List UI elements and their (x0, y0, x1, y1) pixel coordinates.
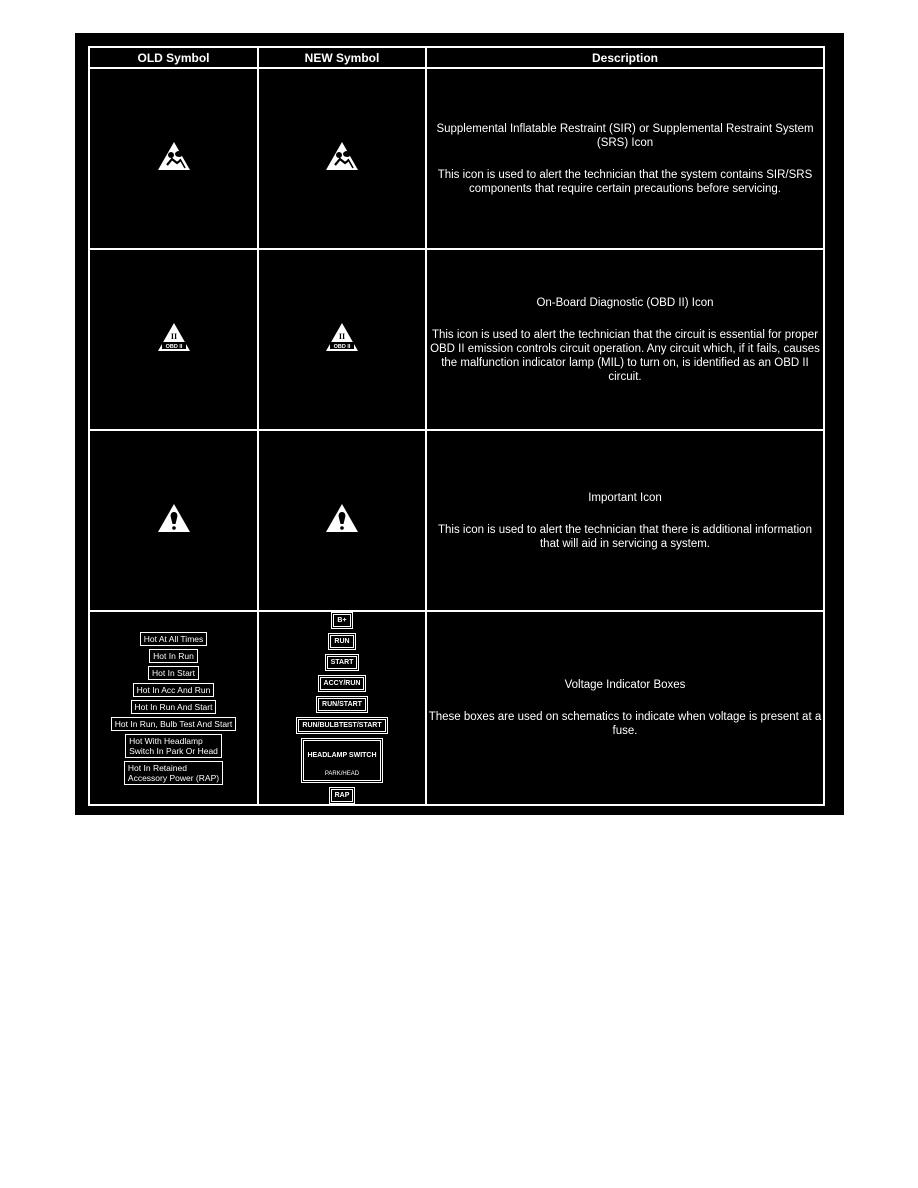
new-voltage-box: RUN (328, 633, 355, 650)
obd-icon-bottom-text: OBD II (333, 344, 351, 350)
new-voltage-box-label: HEADLAMP SWITCH (307, 752, 377, 759)
new-voltage-box-headlamp (301, 738, 382, 783)
new-symbol-cell (258, 249, 426, 430)
table-row-sir (89, 68, 824, 249)
new-voltage-box: RUN/START (316, 696, 368, 713)
description-body: This icon is used to alert the technician that there is additional information that will aid in servicing a system. (438, 523, 812, 550)
description-cell (426, 611, 824, 805)
new-voltage-box: B+ (331, 612, 352, 629)
new-symbol-cell (258, 430, 426, 611)
old-voltage-box: Hot In Run And Start (131, 700, 217, 714)
new-voltage-box: RUN/BULBTEST/START (296, 717, 387, 734)
header-new-symbol: NEW Symbol (258, 47, 426, 68)
description-body: These boxes are used on schematics to indicate when voltage is present at a fuse. (428, 711, 822, 737)
description-cell (426, 68, 824, 249)
description-cell (426, 430, 824, 611)
important-icon (157, 503, 191, 533)
old-voltage-box: Hot In Acc And Run (133, 683, 215, 697)
sir-srs-icon (157, 141, 191, 171)
important-icon (325, 503, 359, 533)
old-symbol-cell (89, 249, 258, 430)
old-voltage-box-list (90, 632, 257, 785)
new-voltage-box-sublabel: PARK/HEAD (324, 771, 360, 777)
obd-icon-bottom-text: OBD II (165, 344, 182, 350)
description-title: Supplemental Inflatable Restraint (SIR) or Supplemental Restraint System (SRS) Icon (436, 122, 814, 149)
header-description: Description (426, 47, 824, 68)
old-voltage-box: Hot In Run (149, 649, 198, 663)
obd-ii-icon (325, 322, 359, 352)
new-voltage-box-list (259, 612, 425, 804)
obd-ii-icon (157, 322, 191, 352)
old-symbol-cell (89, 430, 258, 611)
description-title: Voltage Indicator Boxes (564, 679, 686, 691)
old-voltage-box: Hot In Retained Accessory Power (RAP) (124, 761, 223, 785)
old-voltage-box: Hot At All Times (140, 632, 208, 646)
header-old-symbol: OLD Symbol (89, 47, 258, 68)
description-body: This icon is used to alert the technician that the system contains SIR/SRS components that require certain precautions before servicing. (437, 168, 813, 195)
new-symbol-cell (258, 611, 426, 805)
new-voltage-box: START (325, 654, 360, 671)
header-row (89, 47, 824, 68)
table-row-important (89, 430, 824, 611)
symbol-table (88, 46, 825, 806)
symbol-table-frame (75, 33, 844, 815)
obd-icon-top-text: II (170, 332, 177, 341)
old-symbol-cell (89, 611, 258, 805)
new-voltage-box: RAP (329, 787, 356, 804)
description-cell (426, 249, 824, 430)
new-voltage-box: ACCY/RUN (318, 675, 367, 692)
obd-icon-top-text: II (338, 332, 346, 341)
description-title: Important Icon (588, 491, 662, 504)
description-title: On-Board Diagnostic (OBD II) Icon (536, 296, 714, 309)
table-row-voltage (89, 611, 824, 805)
old-voltage-box: Hot With Headlamp Switch In Park Or Head (125, 734, 222, 758)
table-row-obd (89, 249, 824, 430)
old-symbol-cell (89, 68, 258, 249)
sir-srs-icon (325, 141, 359, 171)
old-voltage-box: Hot In Start (148, 666, 199, 680)
old-voltage-box: Hot In Run, Bulb Test And Start (111, 717, 237, 731)
new-symbol-cell (258, 68, 426, 249)
description-body: This icon is used to alert the technician that the circuit is essential for proper OBD II emission controls circuit operation. Any circuit which, if it fails, causes the malfunction indicator lamp (MIL) to turn on, is identified as an OBD II circuit. (430, 328, 820, 383)
